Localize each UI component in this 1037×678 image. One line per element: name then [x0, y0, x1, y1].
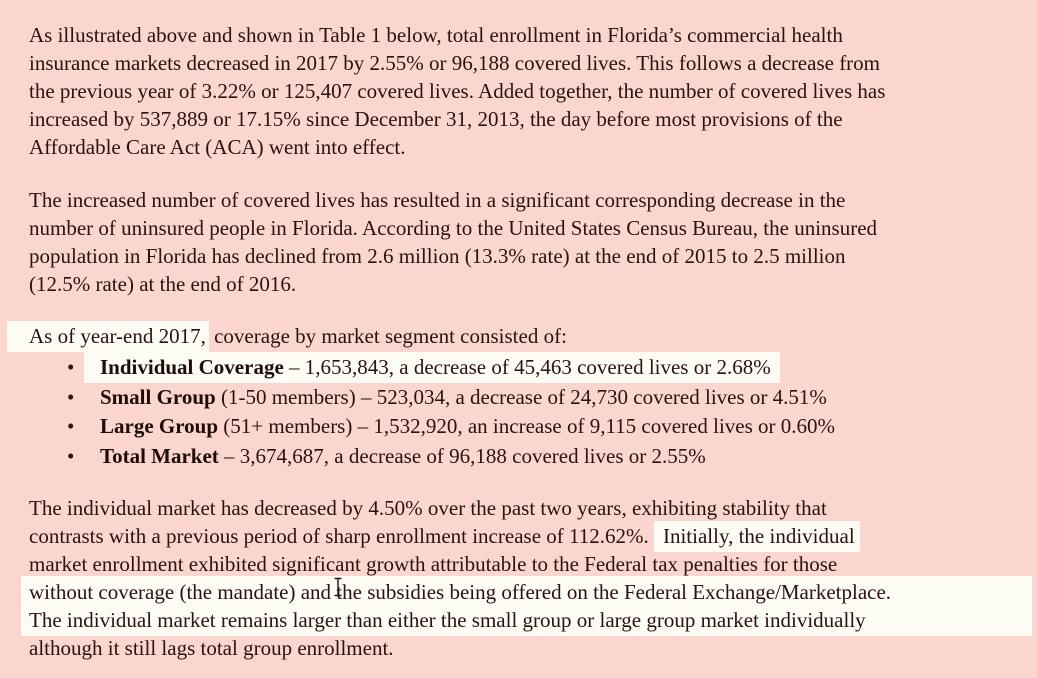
text-line[interactable]: number of uninsured people in Florida. According to the United States Census Bureau, the uninsured — [29, 216, 878, 240]
paragraph-uninsured-decline — [29, 186, 1010, 298]
bullet-item-small-group[interactable] — [100, 383, 1010, 413]
text-line[interactable]: The individual market has decreased by 4.50% over the past two years, exhibiting stability that — [29, 496, 827, 520]
paragraph-individual-market — [29, 494, 1010, 662]
bullet-item-total-market[interactable] — [100, 442, 1010, 472]
line-plain-text: contrasts with a previous period of sharp enrollment increase of 112.62%. — [29, 524, 654, 548]
text-line[interactable]: population in Florida has declined from 2.6 million (13.3% rate) at the end of 2015 to 2.5 million — [29, 244, 846, 268]
text-line[interactable]: increased by 537,889 or 17.15% since December 31, 2013, the day before most provisions of the — [29, 107, 843, 131]
bullet-detail: – 3,674,687, a decrease of 96,188 covered lives or 2.55% — [218, 443, 706, 468]
bullet-detail: (1-50 members) – 523,034, a decrease of 24,730 covered lives or 4.51% — [215, 384, 827, 409]
text-line[interactable]: market enrollment exhibited significant growth attributable to the Federal tax penalties for those — [29, 552, 838, 576]
bullet-term: Individual Coverage — [100, 355, 284, 379]
text-line[interactable]: The increased number of covered lives has resulted in a significant corresponding decrease in the — [29, 188, 846, 212]
text-line[interactable]: The individual market remains larger than either the small group or large group market individually — [29, 608, 866, 632]
text-line[interactable]: (12.5% rate) at the end of 2016. — [29, 272, 297, 296]
highlight-individual-coverage — [84, 352, 780, 383]
paragraph-total-enrollment — [29, 21, 1010, 161]
text-line[interactable] — [29, 522, 1010, 550]
intro-line[interactable] — [29, 322, 1010, 350]
text-line[interactable]: Affordable Care Act (ACA) went into effect. — [29, 135, 406, 159]
highlight-initially: Initially, the individual — [654, 521, 860, 552]
highlight-as-of-year-end: As of year-end 2017, — [7, 321, 209, 352]
text-cursor-ibeam — [333, 577, 343, 597]
intro-rest-text: coverage by market segment consisted of: — [208, 324, 567, 348]
text-line[interactable]: the previous year of 3.22% or 125,407 covered lives. Added together, the number of covered lives has — [29, 79, 886, 103]
market-segment-list — [29, 353, 1010, 471]
highlight-block-mandate-marketplace — [21, 578, 1032, 634]
text-line[interactable]: although it still lags total group enrollment. — [29, 636, 394, 660]
text-line[interactable]: insurance markets decreased in 2017 by 2.55% or 96,188 covered lives. This follows a decrease from — [29, 51, 881, 75]
bullet-term: Large Group — [100, 414, 219, 438]
text-line[interactable]: As illustrated above and shown in Table 1 below, total enrollment in Florida’s commercial health — [29, 23, 843, 47]
bullet-item-large-group[interactable] — [100, 412, 1010, 442]
bullet-term: Small Group — [100, 384, 216, 409]
bullet-detail: – 1,653,843, a decrease of 45,463 covered lives or 2.68% — [283, 355, 771, 379]
bullet-detail: (51+ members) – 1,532,920, an increase of 9,115 covered lives or 0.60% — [218, 414, 836, 438]
text-line[interactable]: without coverage (the mandate) and the subsidies being offered on the Federal Exchange/Marketplace. — [29, 580, 892, 604]
bullet-term: Total Market — [100, 443, 219, 468]
bullet-item-individual-coverage[interactable] — [100, 353, 1010, 383]
